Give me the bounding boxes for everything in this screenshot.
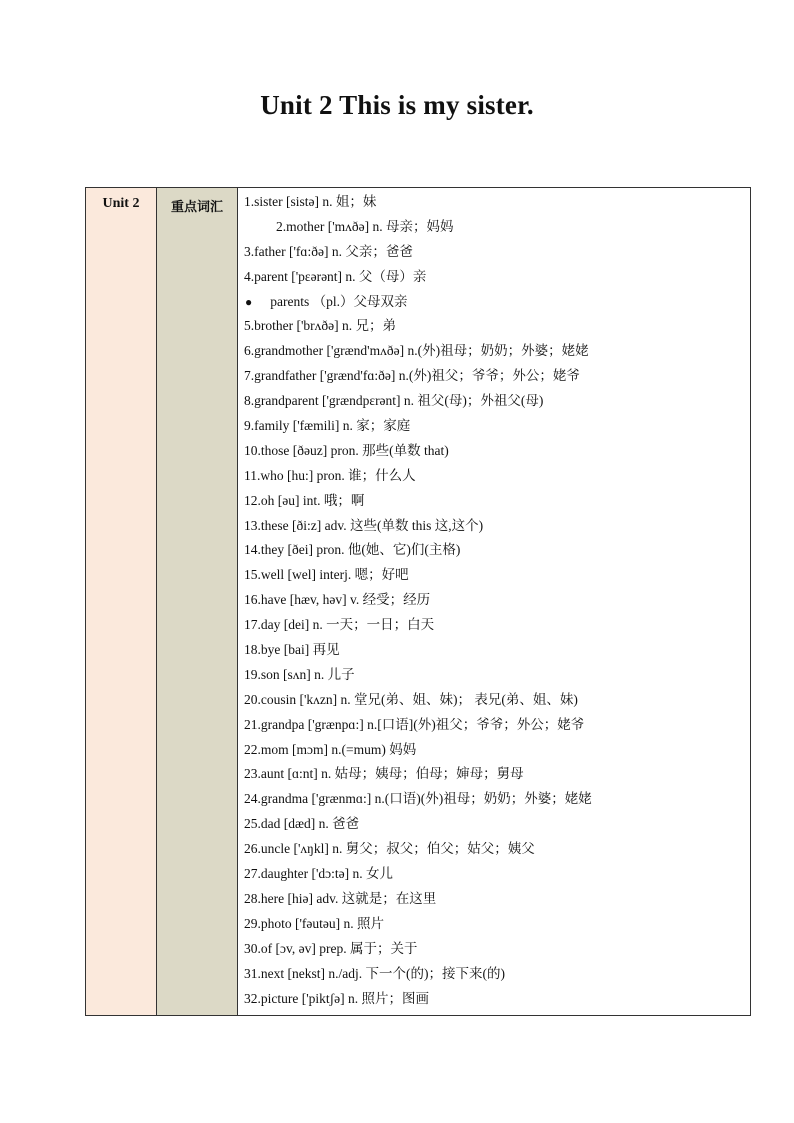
vocabulary-list-cell [238, 188, 751, 1016]
list-item: 21.grandpa ['grænpɑ:] n.[口语](外)祖父；爷爷；外公；姥爷 [244, 716, 585, 732]
list-item: 7.grandfather ['grænd'fɑ:ðə] n.(外)祖父；爷爷；外公；姥爷 [244, 368, 580, 384]
list-item: 1.sister [sistə] n. 姐；妹 [244, 194, 377, 209]
list-item: 3.father ['fɑ:ðə] n. 父亲；爸爸 [244, 243, 413, 259]
list-item: 8.grandparent ['grændpɛrənt] n. 祖父(母)；外祖父(母) [244, 393, 544, 409]
list-item: 22.mom [mɔm] n.(=mum) 妈妈 [244, 741, 417, 757]
unit-cell [86, 188, 157, 1016]
list-item: 29.photo ['fəutəu] n. 照片 [244, 915, 385, 931]
list-item: 6.grandmother ['grænd'mʌðə] n.(外)祖母；奶奶；外婆；姥姥 [244, 343, 589, 359]
list-item: 20.cousin ['kʌzn] n. 堂兄(弟、姐、妹)； 表兄(弟、姐、妹) [244, 691, 578, 707]
list-item: 28.here [hiə] adv. 这就是；在这里 [244, 890, 437, 906]
category-cell [157, 188, 238, 1016]
table-row [86, 188, 751, 1016]
list-item: 25.dad [dæd] n. 爸爸 [244, 816, 360, 832]
list-item: 26.uncle ['ʌŋkl] n. 舅父；叔父；伯父；姑父；姨父 [244, 841, 535, 857]
list-item: 4.parent ['pɛərənt] n. 父（母）亲 [244, 268, 427, 284]
page-title: Unit 2 This is my sister. [260, 90, 534, 120]
vocabulary-list [238, 188, 750, 1015]
list-item: 9.family ['fæmili] n. 家；家庭 [244, 418, 411, 434]
unit-label: Unit 2 [102, 196, 140, 211]
list-item: 12.oh [əu] int. 哦；啊 [244, 492, 365, 508]
list-item: 24.grandma ['grænmɑ:] n.(口语)(外)祖母；奶奶；外婆；姥姥 [244, 791, 592, 807]
list-item: 10.those [ðəuz] pron. 那些(单数 that) [244, 442, 449, 458]
vocabulary-table [85, 187, 751, 1016]
list-item: 19.son [sʌn] n. 儿子 [244, 666, 355, 682]
list-item: 27.daughter ['dɔ:tə] n. 女儿 [244, 866, 394, 882]
list-item: 15.well [wel] interj. 嗯；好吧 [244, 567, 409, 583]
list-item: 18.bye [bai] 再见 [244, 642, 340, 658]
list-item: 31.next [nekst] n./adj. 下一个(的)；接下来(的) [244, 965, 505, 981]
list-item: ● parents （pl.）父母双亲 [244, 290, 750, 315]
category-label: 重点词汇 [170, 200, 223, 215]
list-item: 30.of [ɔv, əv] prep. 属于；关于 [244, 940, 418, 956]
list-item: 13.these [ði:z] adv. 这些(单数 this 这,这个) [244, 517, 484, 533]
list-item: 11.who [hu:] pron. 谁；什么人 [244, 467, 416, 483]
list-item: 2.mother ['mʌðə] n. 母亲；妈妈 [276, 218, 454, 234]
list-item: 14.they [ðei] pron. 他(她、它)们(主格) [244, 542, 461, 558]
list-item: 5.brother ['brʌðə] n. 兄；弟 [244, 318, 397, 334]
list-item: 32.picture ['piktʃə] n. 照片；图画 [244, 990, 430, 1006]
list-item: 17.day [dei] n. 一天；一日；白天 [244, 617, 435, 633]
list-item: 23.aunt [ɑ:nt] n. 姑母；姨母；伯母；婶母；舅母 [244, 766, 524, 782]
list-item: 16.have [hæv, həv] v. 经受；经历 [244, 592, 431, 608]
